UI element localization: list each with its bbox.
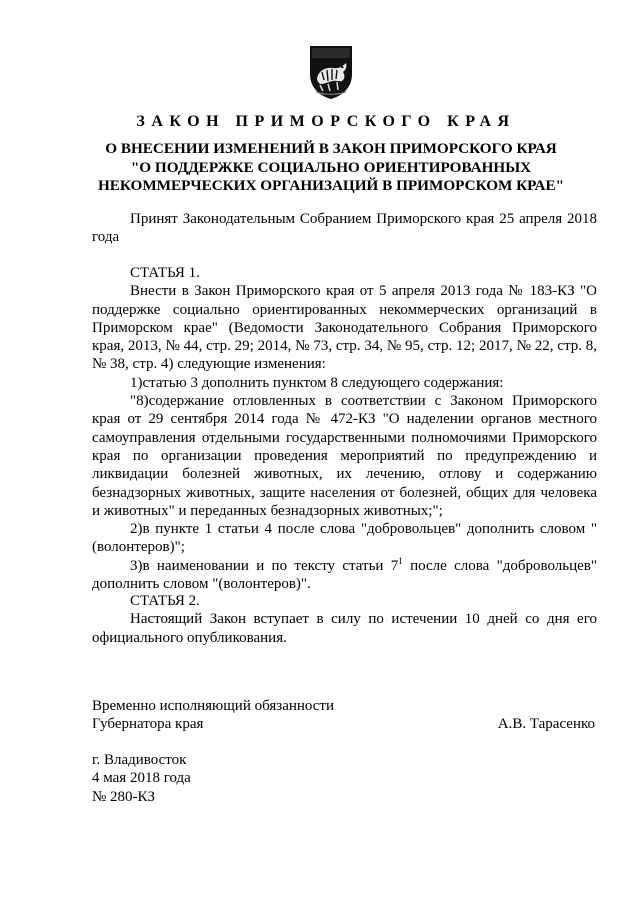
subtitle-line: НЕКОММЕРЧЕСКИХ ОРГАНИЗАЦИЙ В ПРИМОРСКОМ КРАЕ"	[97, 177, 565, 194]
article-2-heading: СТАТЬЯ 2.	[130, 593, 200, 609]
signature-name: А.В. Тарасенко	[497, 716, 595, 732]
item-3-superscript: 1	[398, 555, 403, 566]
article-1-intro: Внести в Закон Приморского края от 5 апреля 2013 года № 183-КЗ "О поддержке социально ориентированных некоммерческих организаций в Приморском крае" (Ведомости Законодательного Собрания Приморского края, 2013, № 44, стр. 29; 2014, № 73, стр. 34, № 95, стр. 12; 2017, № 22, стр. 8, № 38, стр. 4) следующие изменения:	[92, 283, 597, 373]
subtitle-line: О ВНЕСЕНИИ ИЗМЕНЕНИЙ В ЗАКОН ПРИМОРСКОГО КРАЯ	[105, 140, 557, 157]
law-subtitle	[92, 140, 570, 196]
signature-position	[92, 697, 334, 734]
article-1	[92, 264, 597, 593]
subtitle-line: "О ПОДДЕРЖКЕ СОЦИАЛЬНО ОРИЕНТИРОВАННЫХ	[130, 158, 532, 176]
article-2	[92, 592, 597, 647]
adoption-note: Принят Законодательным Собранием Приморского края 25 апреля 2018 года	[92, 211, 597, 246]
document-date: 4 мая 2018 года	[92, 770, 191, 787]
adoption-block	[92, 210, 597, 247]
law-title: ЗАКОН ПРИМОРСКОГО КРАЯ	[136, 113, 516, 130]
article-2-text: Настоящий Закон вступает в силу по истечении 10 дней со дня его официального опубликования.	[92, 611, 597, 646]
document-footer	[92, 751, 191, 806]
signature-position-line: Временно исполняющий обязанности	[92, 698, 335, 714]
article-1-item-1: 1)статью 3 дополнить пунктом 8 следующего содержания:	[130, 374, 504, 391]
document-place: г. Владивосток	[92, 752, 187, 768]
item-3-text-after: после слова "добровольцев" дополнить словом "(волонтеров)".	[92, 557, 597, 593]
item-3-text-before: 3)в наименовании и по тексту статьи 7	[130, 557, 399, 574]
article-1-item-3	[92, 557, 597, 594]
article-1-heading: СТАТЬЯ 1.	[130, 265, 200, 281]
document-number: № 280-КЗ	[92, 788, 156, 805]
coat-of-arms-icon	[306, 44, 356, 100]
signature-position-line: Губернатора края	[92, 716, 204, 733]
article-1-item-1-quote: "8)содержание отловленных в соответствии с Законом Приморского края от 29 сентября 2014 года № 472-КЗ "О наделении органов местного самоуправления отдельными государственными полномочиями Приморского края по организации проведения мероприятий по предупреждению и ликвидации болезней животных, их лечению, отлову и содержанию безнадзорных животных, защите населения от болезней, общих для человека и животных" и переданных безнадзорных животных;";	[92, 393, 597, 519]
article-1-item-2: 2)в пункте 1 статьи 4 после слова "добровольцев" дополнить словом "(волонтеров)";	[92, 521, 597, 556]
